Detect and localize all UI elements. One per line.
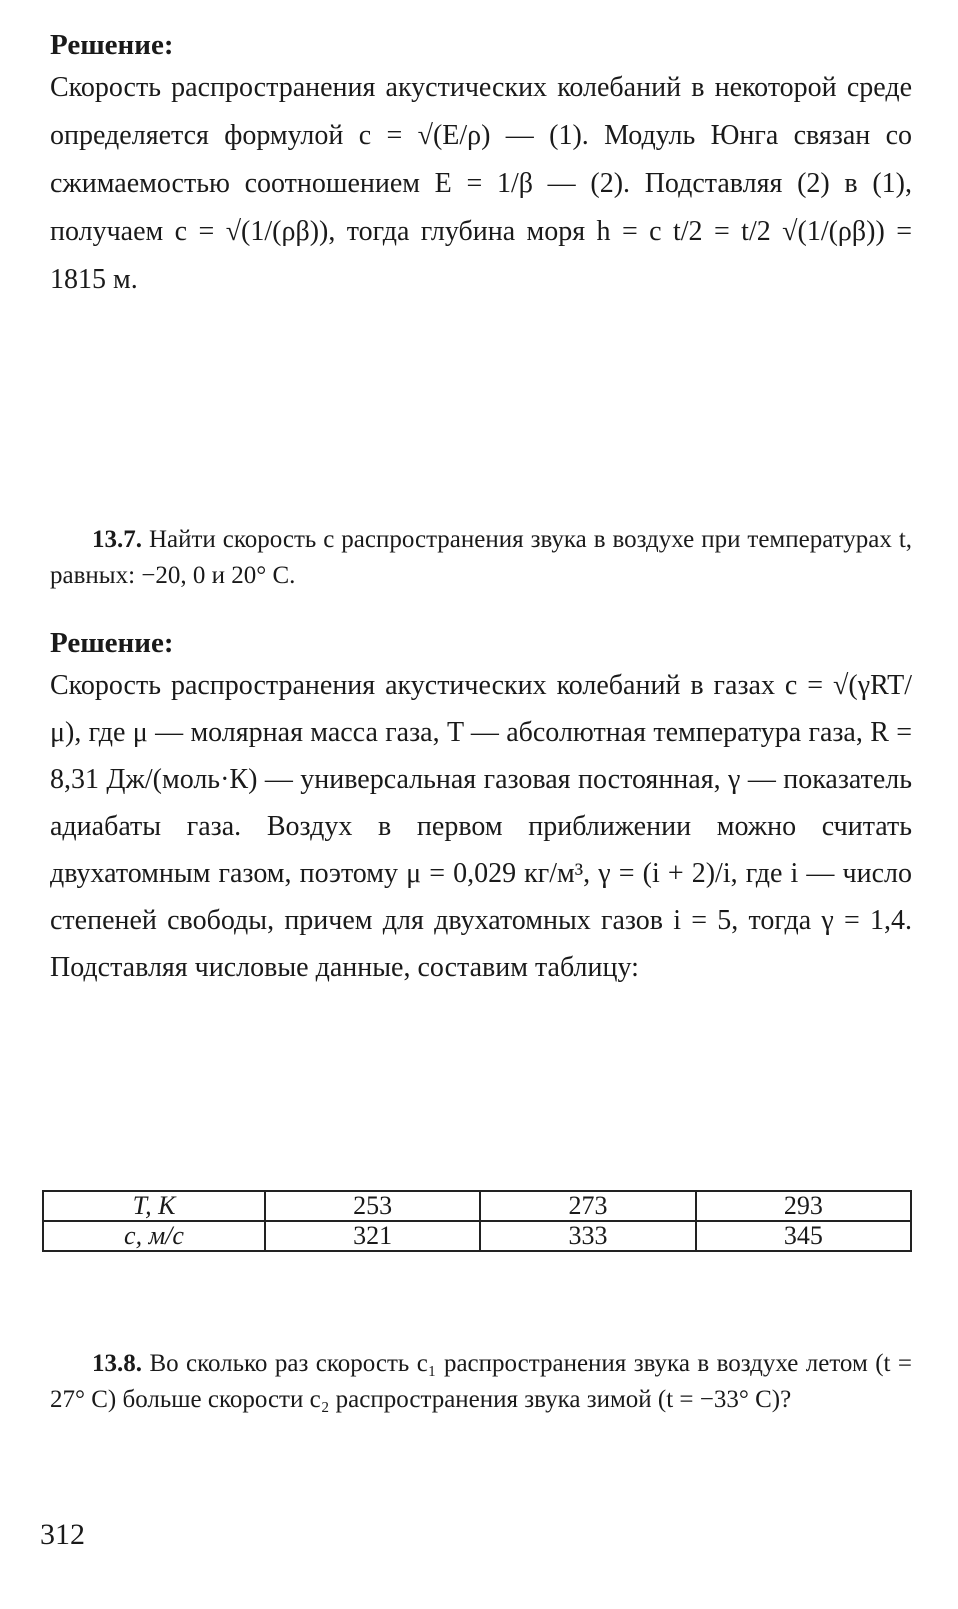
- solution-heading-1: Решение:: [50, 29, 174, 61]
- table-cell: 333: [480, 1221, 695, 1251]
- table-cell: 273: [480, 1191, 695, 1221]
- problem-text: Во сколько раз скорость c₁ распространения звука в воздухе летом (t = 27° C) больше скорости c₂ распространения звука зимой (t = −33° C)?: [50, 1350, 912, 1413]
- table-row: [43, 1221, 911, 1251]
- table-row: [43, 1191, 911, 1221]
- solution-heading-2: Решение:: [50, 627, 174, 659]
- problem-13-8: [50, 1346, 912, 1418]
- problem-number: 13.8.: [92, 1350, 142, 1377]
- problem-number: 13.7.: [92, 526, 142, 553]
- problem-13-7: [50, 522, 912, 594]
- solution-text-1: Скорость распространения акустических колебаний в некоторой среде определяется формулой c = √(E/ρ) — (1). Модуль Юнга связан со сжимаемостью соотношением E = 1/β — (2). Подставляя (2) в (1), получаем c = √(1/(ρβ)), тогда глубина моря h = c t/2 = t/2 √(1/(ρβ)) = 1815 м.: [50, 72, 912, 295]
- problem-text: Найти скорость c распространения звука в воздухе при температурах t, равных: −20, 0 и 20° C.: [50, 526, 913, 589]
- solution-text-2: Скорость распространения акустических колебаний в газах c = √(γRT/μ), где μ — молярная масса газа, T — абсолютная температура газа, R = 8,31 Дж/(моль·К) — универсальная газовая постоянная, γ — показатель адиабаты газа. Воздух в первом приближении можно считать двухатомным газом, поэтому μ = 0,029 кг/м³, γ = (i + 2)/i, где i — число степеней свободы, причем для двухатомных газов i = 5, тогда γ = 1,4. Подставляя числовые данные, составим таблицу:: [50, 670, 912, 983]
- table-cell: 321: [265, 1221, 480, 1251]
- page-number: 312: [40, 1518, 85, 1551]
- table-cell: 253: [265, 1191, 480, 1221]
- table-cell: 293: [696, 1191, 911, 1221]
- table-cell: T, К: [43, 1191, 265, 1221]
- table-cell: c, м/с: [43, 1221, 265, 1251]
- table-cell: 345: [696, 1221, 911, 1251]
- results-table: [42, 1190, 912, 1252]
